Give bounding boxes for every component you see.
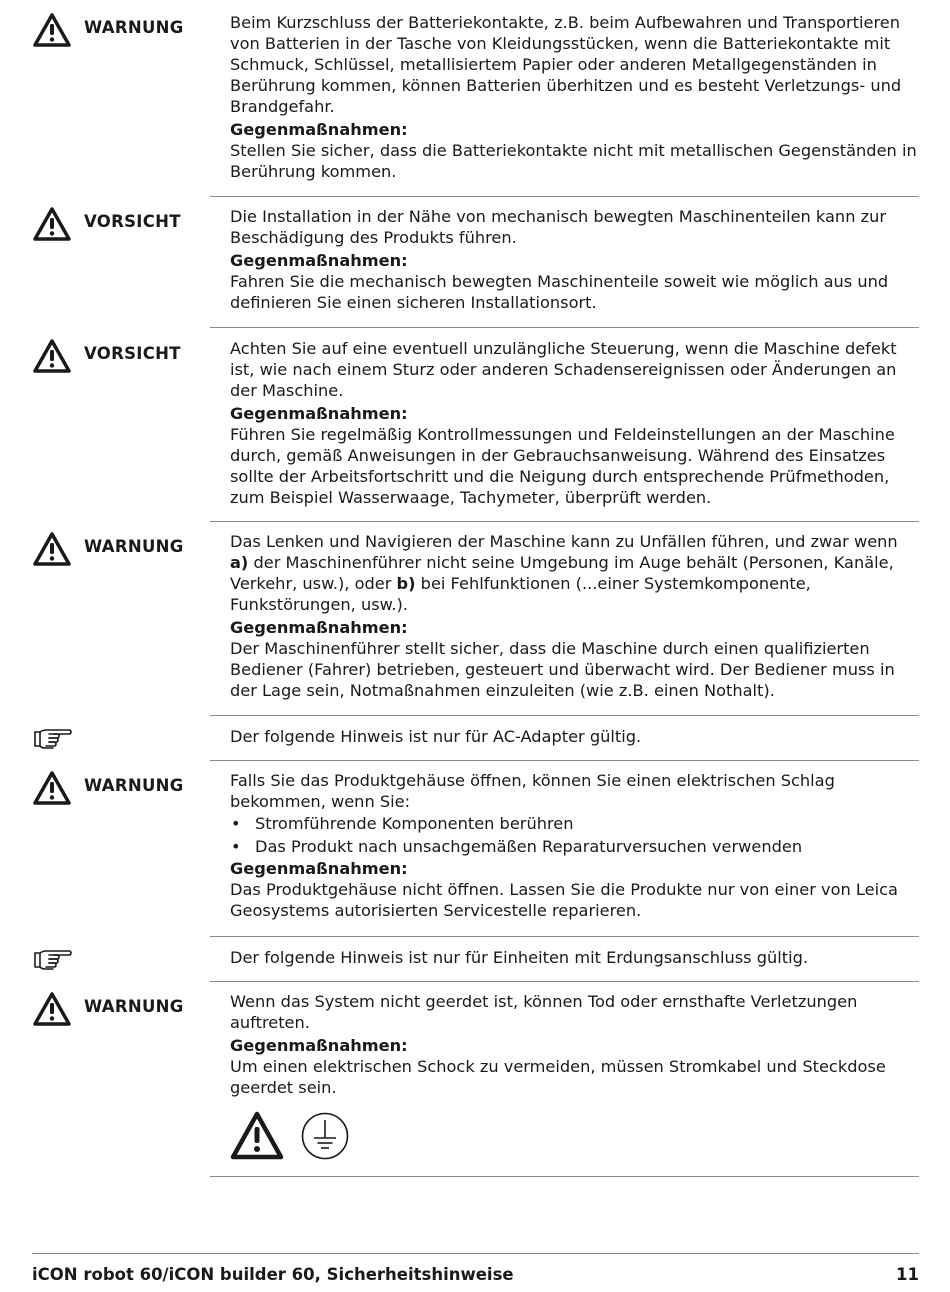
countermeasure-heading: Gegenmaßnahmen: (230, 618, 408, 637)
entry-text (230, 947, 919, 968)
signal-word: WARNUNG (84, 997, 184, 1016)
text-segment: der Maschinenführer nicht seine Umgebung im Auge behält (Personen, Kanäle, Verkehr, usw.), oder (230, 553, 894, 593)
hazard-description: Achten Sie auf eine eventuell unzulängliche Steuerung, wenn die Maschine defekt ist, wie nach einem Sturz oder anderen Schadensereignissen oder Änderungen an der Maschine. (230, 339, 897, 400)
footer-divider (32, 1253, 919, 1254)
signal-word: WARNUNG (84, 776, 184, 795)
signal-word: VORSICHT (84, 212, 181, 231)
countermeasure-text: Fahren Sie die mechanisch bewegten Maschinenteile soweit wie möglich aus und definieren Sie einen sicheren Installationsort. (230, 272, 889, 312)
divider (210, 1176, 919, 1177)
caution-triangle-icon (32, 338, 72, 374)
pointing-hand-icon (34, 726, 72, 750)
divider (210, 981, 919, 982)
countermeasure-heading: Gegenmaßnahmen: (230, 859, 408, 878)
text-segment: bei Fehlfunktionen (...einer Systemkomponente, Funkstörungen, usw.). (230, 574, 811, 614)
hazard-description: Wenn das System nicht geerdet ist, können Tod oder ernsthafte Verletzungen auftreten. (230, 992, 858, 1032)
divider (210, 521, 919, 522)
countermeasure-text: Stellen Sie sicher, dass die Batteriekontakte nicht mit metallischen Gegenständen in Berührung kommen. (230, 141, 917, 181)
entry-text (230, 726, 919, 747)
signal-word: WARNUNG (84, 537, 184, 556)
safety-symbols (230, 1110, 919, 1162)
divider (210, 760, 919, 761)
pointing-hand-icon (34, 947, 72, 971)
note-text: Der folgende Hinweis ist nur für AC-Adapter gültig. (230, 727, 642, 746)
warning-triangle-icon (32, 531, 72, 567)
countermeasure-heading: Gegenmaßnahmen: (230, 1036, 408, 1055)
list-item (230, 813, 919, 834)
note-text: Der folgende Hinweis ist nur für Einheiten mit Erdungsanschluss gültig. (230, 948, 809, 967)
entry-text (230, 206, 919, 313)
list-item-text: Das Produkt nach unsachgemäßen Reparaturversuchen verwenden (255, 837, 803, 856)
divider (210, 936, 919, 937)
divider (210, 327, 919, 328)
divider (210, 715, 919, 716)
protective-earth-icon (300, 1111, 350, 1161)
bullet-marker: • (231, 814, 241, 833)
countermeasure-text: Führen Sie regelmäßig Kontrollmessungen und Feldeinstellungen an der Maschine durch, gemäß Anweisungen in der Gebrauchsanweisung. Während des Einsatzes sollte der Arbeitsfortschritt und die Neigung durch entsprechende Prüfmethoden, zum Beispiel Wasserwaage, Tachymeter, überprüft werden. (230, 425, 895, 507)
entry-text (230, 12, 919, 182)
list-item-text: Stromführende Komponenten berühren (255, 814, 574, 833)
entry-text (230, 991, 919, 1162)
countermeasure-heading: Gegenmaßnahmen: (230, 404, 408, 423)
text-segment: Das Lenken und Navigieren der Maschine kann zu Unfällen führen, und zwar wenn (230, 532, 898, 551)
warning-triangle-icon (230, 1110, 284, 1162)
signal-word: VORSICHT (84, 344, 181, 363)
signal-word: WARNUNG (84, 18, 184, 37)
caution-triangle-icon (32, 206, 72, 242)
bullet-marker: • (231, 837, 241, 856)
hazard-description: Falls Sie das Produktgehäuse öffnen, können Sie einen elektrischen Schlag bekommen, wenn Sie: (230, 771, 835, 811)
warning-triangle-icon (32, 991, 72, 1027)
countermeasure-heading: Gegenmaßnahmen: (230, 120, 408, 139)
countermeasure-heading: Gegenmaßnahmen: (230, 251, 408, 270)
case-marker-b: b) (396, 574, 416, 593)
page-number: 11 (896, 1265, 919, 1284)
divider (210, 196, 919, 197)
bullet-list (230, 813, 919, 857)
hazard-description: Die Installation in der Nähe von mechanisch bewegten Maschinenteilen kann zur Beschädigung des Produkts führen. (230, 207, 887, 247)
countermeasure-text: Um einen elektrischen Schock zu vermeiden, müssen Stromkabel und Steckdose geerdet sein. (230, 1057, 886, 1097)
footer-title: iCON robot 60/iCON builder 60, Sicherheitshinweise (32, 1265, 514, 1284)
warning-triangle-icon (32, 12, 72, 48)
entry-text (230, 338, 919, 508)
entry-text (230, 531, 919, 701)
countermeasure-text: Der Maschinenführer stellt sicher, dass die Maschine durch einen qualifizierten Bediener (Fahrer) betrieben, gesteuert und überwacht wird. Der Bediener muss in der Lage sein, Notmaßnahmen einzuleiten (wie z.B. einen Nothalt). (230, 639, 895, 700)
hazard-description: Beim Kurzschluss der Batteriekontakte, z.B. beim Aufbewahren und Transportieren von Batterien in der Tasche von Kleidungsstücken, wenn die Batteriekontakte mit Schmuck, Schlüssel, metallisiertem Papier oder anderen Metallgegenständen in Berührung kommen, können Batterien überhitzen und es besteht Verletzungs- und Brandgefahr. (230, 13, 902, 116)
warning-triangle-icon (32, 770, 72, 806)
case-marker-a: a) (230, 553, 249, 572)
list-item (230, 836, 919, 857)
entry-text (230, 770, 919, 921)
countermeasure-text: Das Produktgehäuse nicht öffnen. Lassen Sie die Produkte nur von einer von Leica Geosystems autorisierten Servicestelle reparieren. (230, 880, 898, 920)
hazard-description (230, 531, 919, 615)
